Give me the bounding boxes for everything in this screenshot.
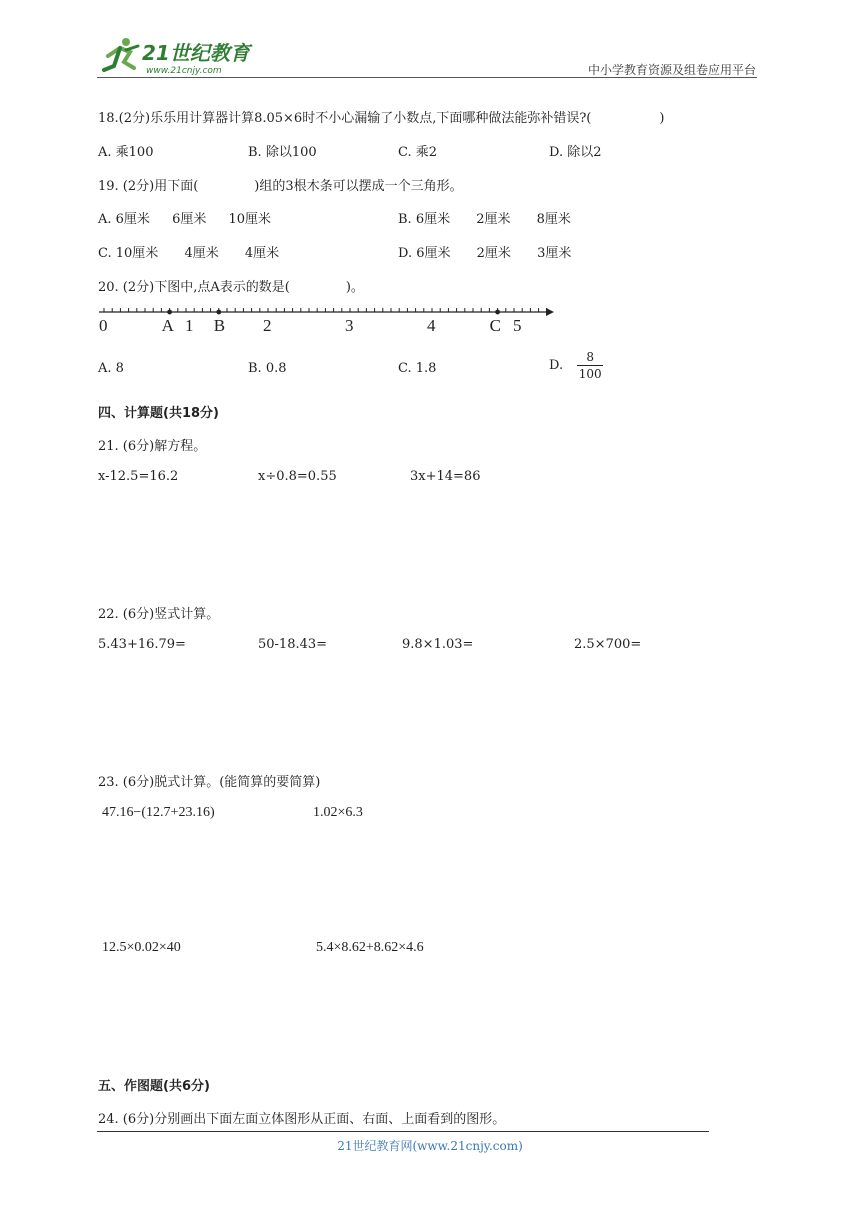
- header-site-name: 中小学教育资源及组卷应用平台: [587, 63, 756, 77]
- q20-option-c: C. 1.8: [398, 361, 437, 376]
- number-line-label: 5: [513, 316, 522, 335]
- question-24-stem: 24. (6分)分别画出下面左面立体图形从正面、右面、上面看到的图形。: [98, 1112, 506, 1127]
- fraction-denominator: 100: [578, 367, 602, 381]
- q21-equation-3: 3x+14=86: [410, 469, 481, 484]
- fraction-numerator: 8: [586, 350, 595, 364]
- q22-item-1: 5.43+16.79=: [98, 637, 186, 652]
- number-line-label: 2: [263, 316, 272, 335]
- q23-expression-1: 47.16−(12.7+23.16): [102, 805, 215, 820]
- footer-text: 21世纪教育网(www.21cnjy.com): [337, 1139, 523, 1153]
- q23-expression-2: 1.02×6.3: [313, 805, 363, 820]
- q19-option-b: B. 6厘米 2厘米 8厘米: [398, 212, 571, 227]
- q20-option-d: D. $\frac{8}{100}$: [549, 350, 602, 381]
- q18-option-c: C. 乘2: [398, 145, 438, 160]
- q22-item-3: 9.8×1.03=: [402, 637, 474, 652]
- number-line-point: [167, 310, 172, 315]
- q18-option-b: B. 除以100: [248, 145, 317, 160]
- svg-text:www.21cnjy.com: www.21cnjy.com: [146, 66, 222, 76]
- q20-option-b: B. 0.8: [248, 361, 287, 376]
- header-divider: [97, 77, 757, 78]
- number-line-label: 3: [345, 316, 354, 335]
- number-line-label: 1: [185, 316, 194, 335]
- number-line-point: [495, 310, 500, 315]
- q22-item-2: 50-18.43=: [258, 637, 328, 652]
- q23-expression-3: 12.5×0.02×40: [102, 940, 181, 955]
- question-19-stem: 19. (2分)用下面( )组的3根木条可以摆成一个三角形。: [98, 179, 463, 194]
- q22-item-4: 2.5×700=: [574, 637, 642, 652]
- number-line: [96, 300, 566, 340]
- site-logo: [96, 34, 266, 78]
- number-line-label: B: [213, 316, 226, 335]
- number-line-label: 4: [427, 316, 436, 335]
- q19-option-c: C. 10厘米 4厘米 4厘米: [98, 246, 280, 261]
- q20-option-a: A. 8: [98, 361, 124, 376]
- q19-option-d: D. 6厘米 2厘米 3厘米: [398, 246, 572, 261]
- section-5-title: 五、作图题(共6分): [98, 1079, 210, 1094]
- footer-divider: [97, 1131, 709, 1132]
- q19-option-a: A. 6厘米 6厘米 10厘米: [98, 212, 272, 227]
- runner-icon: [104, 38, 138, 70]
- section-4-title: 四、计算题(共18分): [98, 406, 219, 421]
- q18-option-a: A. 乘100: [98, 145, 154, 160]
- q18-option-d: D. 除以2: [549, 145, 602, 160]
- question-21-stem: 21. (6分)解方程。: [98, 439, 207, 454]
- number-line-label: 0: [99, 316, 108, 335]
- fraction-bar: [577, 365, 603, 366]
- question-23-stem: 23. (6分)脱式计算。(能简算的要简算): [98, 775, 321, 790]
- q21-equation-1: x-12.5=16.2: [98, 469, 179, 484]
- number-line-label: C: [489, 316, 501, 335]
- question-22-stem: 22. (6分)竖式计算。: [98, 607, 220, 622]
- question-18-stem: 18.(2分)乐乐用计算器计算8.05×6时不小心漏输了小数点,下面哪种做法能弥补错误?( ): [98, 111, 665, 126]
- question-20-stem: 20. (2分)下图中,点A表示的数是( )。: [98, 280, 364, 295]
- q21-equation-2: x÷0.8=0.55: [258, 469, 337, 484]
- number-line-point: [216, 310, 221, 315]
- q23-expression-4: 5.4×8.62+8.62×4.6: [316, 940, 424, 955]
- fraction-eight-hundredths: [577, 350, 603, 381]
- number-line-label: A: [161, 316, 174, 335]
- svg-text:21世纪教育: 21世纪教育: [142, 41, 250, 65]
